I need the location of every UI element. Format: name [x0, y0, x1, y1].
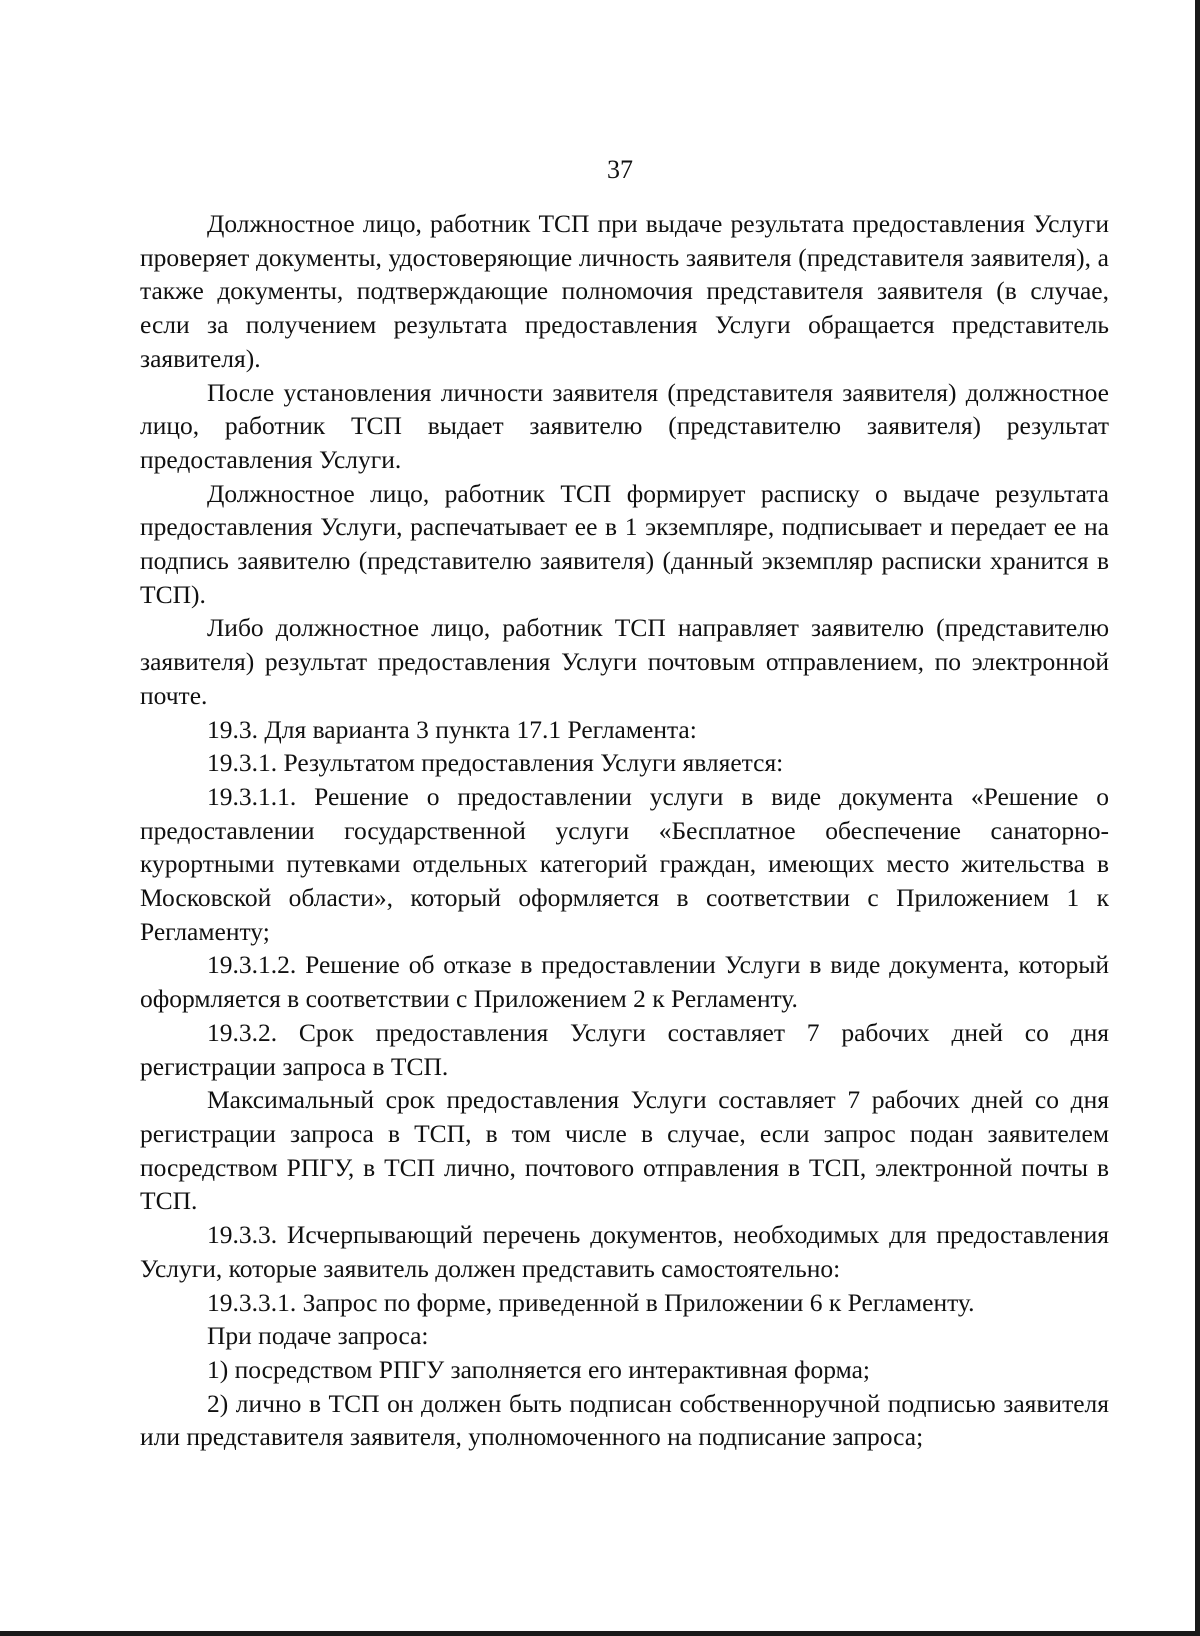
section-19-3-1: 19.3.1. Результатом предоставления Услуги является:: [207, 748, 784, 778]
paragraph-receipt: Должностное лицо, работник ТСП формирует расписку о выдаче результата предоставления Услуги, распечатывает ее в 1 экземпляре, подписывает и передает ее на подпись заявителю (представителю заявителя) (данный экземпляр расписки хранится в ТСП).: [140, 478, 1109, 609]
scan-edge-bottom: [0, 1631, 1200, 1636]
section-19-3-1-2: 19.3.1.2. Решение об отказе в предоставлении Услуги в виде документа, который оформляется в соответствии с Приложением 2 к Регламенту.: [140, 950, 1109, 1014]
section-19-3-2: 19.3.2. Срок предоставления Услуги составляет 7 рабочих дней со дня регистрации запроса в ТСП.: [140, 1017, 1109, 1081]
paragraph-when-submitting: При подаче запроса:: [207, 1321, 429, 1351]
page-number: 37: [607, 155, 633, 184]
paragraph-result-handover: После установления личности заявителя (представителя заявителя) должностное лицо, работник ТСП выдает заявителю (представителю заявителя) результат предоставления Услуги.: [140, 377, 1109, 474]
section-19-3-3: 19.3.3. Исчерпывающий перечень документов, необходимых для предоставления Услуги, которые заявитель должен представить самостоятельно:: [140, 1220, 1109, 1283]
paragraph-result-issuance-check: Должностное лицо, работник ТСП при выдаче результата предоставления Услуги проверяет документы, удостоверяющие личность заявителя (представителя заявителя), а также документы, подтверждающие полномочия представителя заявителя (в случае, если за получением результата предоставления Услуги обращается представитель заявителя).: [140, 209, 1109, 373]
list-item-1-rpgu: 1) посредством РПГУ заполняется его интерактивная форма;: [207, 1354, 870, 1384]
scan-edge-right: [1195, 0, 1200, 1636]
section-19-3-3-1: 19.3.3.1. Запрос по форме, приведенной в Приложении 6 к Регламенту.: [207, 1287, 975, 1317]
document-body: [140, 207, 1109, 1454]
paragraph-maximum-term: Максимальный срок предоставления Услуги составляет 7 рабочих дней со дня регистрации запроса в ТСП, в том числе в случае, если запрос подан заявителем посредством РПГУ, в ТСП лично, почтового отправления в ТСП, электронной почты в ТСП.: [140, 1085, 1109, 1216]
paragraph-postal-delivery: Либо должностное лицо, работник ТСП направляет заявителю (представителю заявителя) результат предоставления Услуги почтовым отправлением, по электронной почте.: [140, 613, 1109, 710]
section-19-3-heading: 19.3. Для варианта 3 пункта 17.1 Регламента:: [207, 714, 697, 744]
section-19-3-1-1: 19.3.1.1. Решение о предоставлении услуги в виде документа «Решение о предоставлении государственной услуги «Бесплатное обеспечение санаторно-курортными путевками отдельных категорий граждан, имеющих место жительства в Московской области», который оформляется в соответствии с Приложением 1 к Регламенту;: [140, 781, 1109, 946]
list-item-2-in-person: 2) лично в ТСП он должен быть подписан собственноручной подписью заявителя или представителя заявителя, уполномоченного на подписание запроса;: [140, 1388, 1109, 1452]
